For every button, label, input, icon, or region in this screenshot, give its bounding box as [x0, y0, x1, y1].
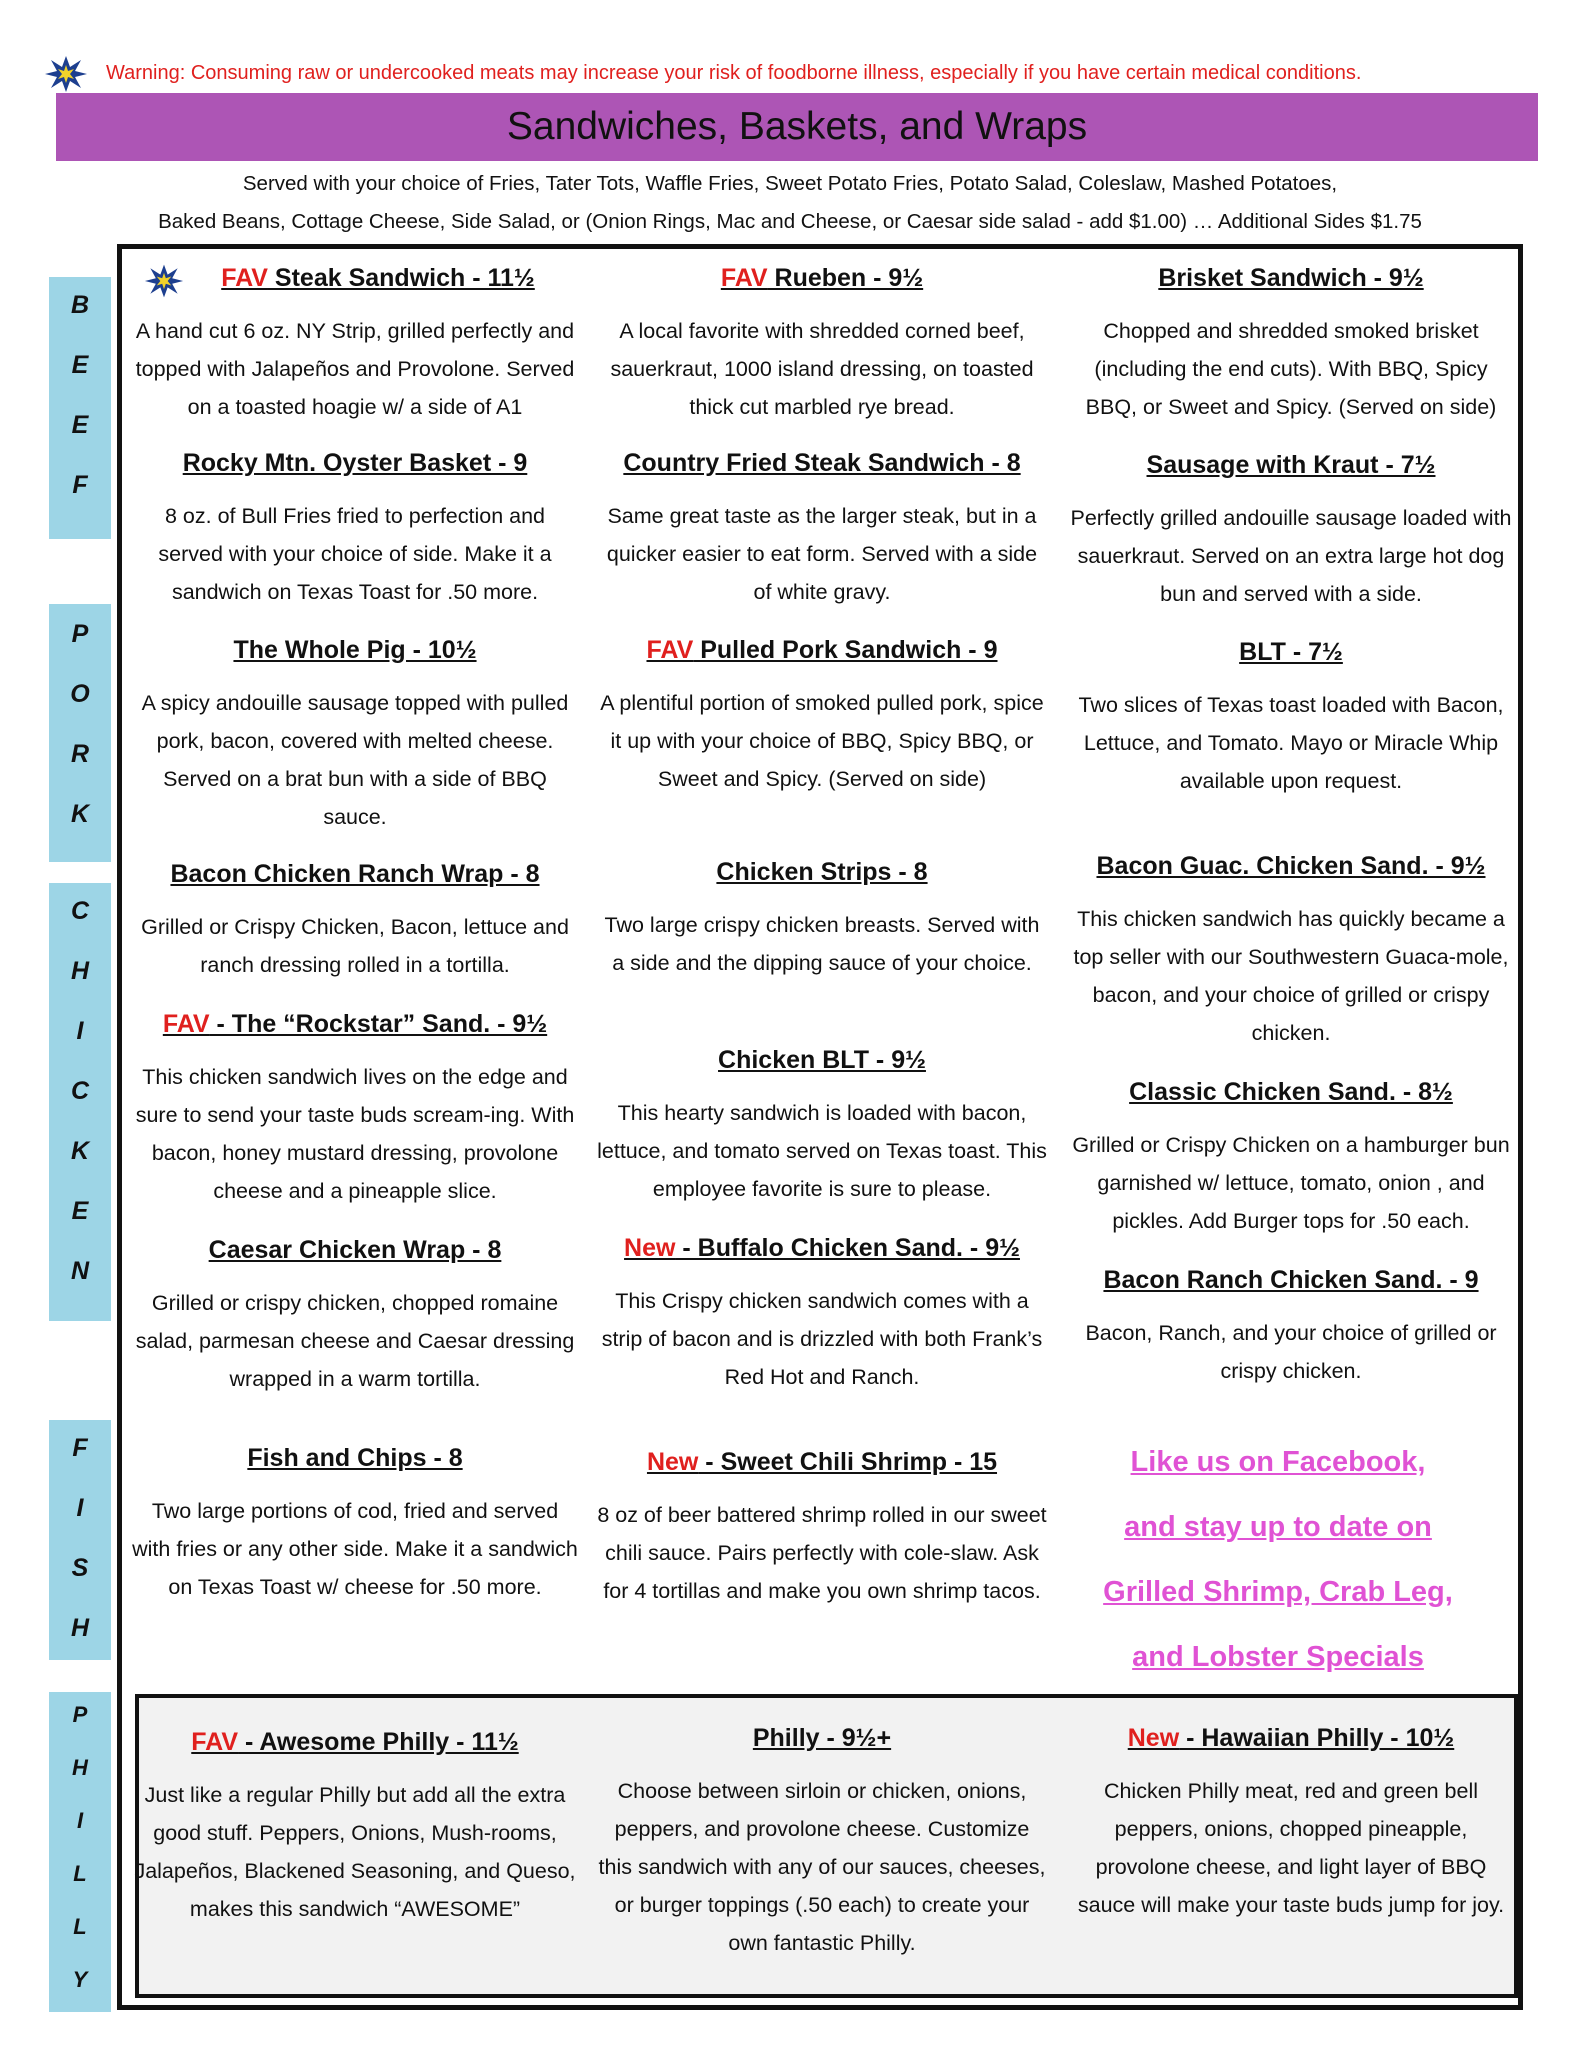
item-description: Bacon, Ranch, and your choice of grilled or crispy chicken. [1085, 1321, 1497, 1383]
menu-item-pulled-pork [597, 630, 1047, 798]
item-tag: New [1127, 1724, 1180, 1752]
item-tag: FAV [221, 264, 268, 292]
item-description: Grilled or crispy chicken, chopped romaine salad, parmesan cheese and Caesar dressing wrapped in a warm tortilla. [135, 1291, 575, 1391]
item-title [1066, 632, 1516, 672]
tab-letter: Y [72, 1967, 88, 1992]
item-tag: FAV [191, 1728, 239, 1756]
item-name: Rocky Mtn. Oyster Basket - 9 [182, 449, 528, 477]
item-title [1066, 258, 1516, 298]
item-tag: FAV [162, 1010, 210, 1038]
tab-letter: I [76, 1494, 84, 1522]
item-description: A hand cut 6 oz. NY Strip, grilled perfectly and topped with Jalapeños and Provolone. Served on a toasted hoagie w/ a side of A1 [135, 319, 575, 419]
tab-letter: H [72, 1755, 88, 1780]
tab-letter: I [76, 1808, 84, 1833]
item-title [597, 1228, 1047, 1268]
item-title [130, 258, 580, 298]
tab-letter: H [70, 957, 90, 985]
item-tag: New [646, 1448, 699, 1476]
menu-item-hawaiian-philly [1066, 1718, 1516, 1924]
tab-letter: C [70, 1077, 90, 1105]
menu-item-fish-and-chips [130, 1438, 580, 1606]
item-name: Philly - 9½+ [752, 1724, 892, 1752]
item-name: Pulled Pork Sandwich - 9 [693, 636, 998, 664]
item-name: Chicken BLT - 9½ [718, 1046, 926, 1074]
tab-letter: P [71, 620, 89, 648]
tab-letter: H [70, 1614, 90, 1642]
tab-letter: S [71, 1554, 89, 1582]
item-title [1066, 1260, 1516, 1300]
item-description: This hearty sandwich is loaded with bacon, lettuce, and tomato served on Texas toast. This employee favorite is sure to please. [597, 1101, 1047, 1201]
item-name: Brisket Sandwich - 9½ [1158, 264, 1424, 292]
tab-philly [49, 1692, 111, 2012]
served-with-note [40, 165, 1540, 241]
item-description: 8 oz. of Bull Fries fried to perfection and served with your choice of side. Make it a sandwich on Texas Toast for .50 more. [158, 504, 552, 604]
menu-item-bacon-chicken-ranch-wrap [130, 854, 580, 984]
served-line-2: Baked Beans, Cottage Cheese, Side Salad, or (Onion Rings, Mac and Cheese, or Caesar side salad - add $1.00) … Additional Sides $1.75 [158, 210, 1422, 233]
item-title [130, 1722, 580, 1762]
menu-item-whole-pig [130, 630, 580, 836]
item-title [1066, 445, 1516, 485]
menu-item-sweet-chili-shrimp [597, 1442, 1047, 1610]
item-description: Grilled or Crispy Chicken, Bacon, lettuce and ranch dressing rolled in a tortilla. [141, 915, 569, 977]
tab-letter: C [70, 897, 90, 925]
menu-item-rueben [597, 258, 1047, 426]
menu-item-classic-chicken [1066, 1072, 1516, 1240]
tab-letter: N [70, 1257, 90, 1285]
item-title [130, 1438, 580, 1478]
item-title [597, 630, 1047, 670]
item-description: Two large crispy chicken breasts. Served with a side and the dipping sauce of your choice. [604, 913, 1040, 975]
tab-letter: P [72, 1702, 88, 1727]
item-tag: FAV [646, 636, 694, 664]
tab-letter: K [70, 1137, 90, 1165]
item-tag: FAV [720, 264, 768, 292]
item-name: Bacon Guac. Chicken Sand. - 9½ [1096, 852, 1486, 880]
item-name: Rueben - 9½ [767, 264, 924, 292]
tab-letter: E [71, 1197, 89, 1225]
tab-letter: F [72, 1434, 88, 1462]
item-name: Classic Chicken Sand. - 8½ [1129, 1078, 1453, 1106]
item-description: Just like a regular Philly but add all the extra good stuff. Peppers, Onions, Mush-rooms, Jalapeños, Blackened Seasoning, and Queso, makes this sandwich “AWESOME” [134, 1783, 576, 1921]
item-name: Fish and Chips - 8 [247, 1444, 463, 1472]
served-line-1: Served with your choice of Fries, Tater Tots, Waffle Fries, Sweet Potato Fries, Potato Salad, Coleslaw, Mashed Potatoes, [242, 172, 1338, 195]
item-name: BLT - 7½ [1239, 638, 1343, 666]
tab-letter: E [71, 411, 89, 439]
page-title: Sandwiches, Baskets, and Wraps [56, 93, 1538, 161]
item-name: Steak Sandwich - 11½ [267, 264, 535, 292]
warning-text: Warning: Consuming raw or undercooked meats may increase your risk of foodborne illness, especially if you have certain medical conditions. [106, 62, 1362, 84]
item-description: A local favorite with shredded corned beef, sauerkraut, 1000 island dressing, on toasted thick cut marbled rye bread. [610, 319, 1034, 419]
item-name: - Awesome Philly - 11½ [238, 1728, 519, 1756]
item-description: Chopped and shredded smoked brisket (including the end cuts). With BBQ, Spicy BBQ, or Sweet and Spicy. (Served on side) [1085, 319, 1497, 419]
menu-item-buffalo-chicken [597, 1228, 1047, 1396]
facebook-promo-line[interactable]: and Lobster Specials [1132, 1641, 1424, 1673]
facebook-promo-line[interactable]: and stay up to date on [1124, 1511, 1432, 1543]
item-name: Bacon Ranch Chicken Sand. - 9 [1103, 1266, 1479, 1294]
tab-letter: I [76, 1017, 84, 1045]
item-title [597, 1040, 1047, 1080]
item-description: 8 oz of beer battered shrimp rolled in our sweet chili sauce. Pairs perfectly with cole-slaw. Ask for 4 tortillas and make you own shrimp tacos. [597, 1503, 1047, 1603]
menu-item-chicken-blt [597, 1040, 1047, 1208]
item-description: Chicken Philly meat, red and green bell peppers, onions, chopped pineapple, provolone cheese, and light layer of BBQ sauce will make your taste buds jump for joy. [1077, 1779, 1505, 1917]
item-title [597, 852, 1047, 892]
item-name: Caesar Chicken Wrap - 8 [208, 1236, 502, 1264]
item-title [130, 854, 580, 894]
item-title [1066, 1718, 1516, 1758]
item-title [597, 1442, 1047, 1482]
tab-letter: K [70, 800, 90, 828]
menu-item-rockstar [130, 1004, 580, 1210]
item-description: This Crispy chicken sandwich comes with a strip of bacon and is drizzled with both Frank’s Red Hot and Ranch. [601, 1289, 1043, 1389]
item-description: Grilled or Crispy Chicken on a hamburger bun garnished w/ lettuce, tomato, onion , and pickles. Add Burger tops for .50 each. [1072, 1133, 1510, 1233]
item-name: Bacon Chicken Ranch Wrap - 8 [170, 860, 540, 888]
item-description: Two large portions of cod, fried and served with fries or any other side. Make it a sandwich on Texas Toast w/ cheese for .50 more. [132, 1499, 578, 1599]
item-title [597, 258, 1047, 298]
tab-fish [49, 1420, 111, 1660]
item-description: A spicy andouille sausage topped with pulled pork, bacon, covered with melted cheese. Served on a brat bun with a side of BBQ sauce. [141, 691, 569, 829]
item-name: - Sweet Chili Shrimp - 15 [698, 1448, 998, 1476]
menu-item-brisket [1066, 258, 1516, 426]
tab-beef [49, 277, 111, 539]
item-name: - The “Rockstar” Sand. - 9½ [209, 1010, 548, 1038]
item-title [130, 630, 580, 670]
facebook-promo-line[interactable]: Like us on Facebook, [1130, 1446, 1426, 1478]
item-description: Two slices of Texas toast loaded with Bacon, Lettuce, and Tomato. Mayo or Miracle Whip available upon request. [1078, 693, 1504, 793]
menu-item-bacon-guac-chicken [1066, 846, 1516, 1052]
tab-pork [49, 604, 111, 862]
item-description: Choose between sirloin or chicken, onions, peppers, and provolone cheese. Customize this sandwich with any of our sauces, cheeses, or burger toppings (.50 each) to create your own fantastic Philly. [598, 1779, 1046, 1955]
item-description: Perfectly grilled andouille sausage loaded with sauerkraut. Served on an extra large hot dog bun and served with a side. [1070, 506, 1512, 606]
tab-letter: F [72, 471, 88, 499]
item-name: - Hawaiian Philly - 10½ [1179, 1724, 1455, 1752]
tab-letter: E [71, 351, 89, 379]
menu-item-bacon-ranch-chicken [1066, 1260, 1516, 1390]
tab-letter: L [73, 1914, 87, 1939]
facebook-promo[interactable] [1068, 1430, 1488, 1690]
item-title [1066, 1072, 1516, 1112]
item-title [130, 1004, 580, 1044]
menu-item-country-fried-steak [597, 443, 1047, 611]
item-title [597, 1718, 1047, 1758]
item-title [130, 1230, 580, 1270]
item-tag: New [624, 1234, 676, 1262]
menu-item-awesome-philly [130, 1722, 580, 1928]
item-title [1066, 846, 1516, 886]
item-title [597, 443, 1047, 483]
tab-letter: O [70, 680, 90, 708]
item-description: Same great taste as the larger steak, but in a quicker easier to eat form. Served with a side of white gravy. [606, 504, 1038, 604]
tab-chicken [49, 883, 111, 1321]
item-description: This chicken sandwich lives on the edge and sure to send your taste buds scream-ing. With bacon, honey mustard dressing, provolone cheese and a pineapple slice. [135, 1065, 575, 1203]
menu-item-steak [130, 258, 580, 426]
item-name: Country Fried Steak Sandwich - 8 [623, 449, 1021, 477]
item-name: Chicken Strips - 8 [716, 858, 928, 886]
facebook-promo-line[interactable]: Grilled Shrimp, Crab Leg, [1103, 1576, 1453, 1608]
tab-letter: L [73, 1861, 87, 1886]
item-name: Sausage with Kraut - 7½ [1146, 451, 1436, 479]
menu-item-chicken-strips [597, 852, 1047, 982]
item-description: This chicken sandwich has quickly became a top seller with our Southwestern Guaca-mole, bacon, and your choice of grilled or crispy chicken. [1073, 907, 1509, 1045]
tab-letter: R [70, 740, 90, 768]
tab-letter: B [70, 291, 90, 319]
item-title [130, 443, 580, 483]
menu-item-oyster [130, 443, 580, 611]
starburst-icon [44, 54, 88, 94]
item-name: The Whole Pig - 10½ [233, 636, 477, 664]
item-description: A plentiful portion of smoked pulled pork, spice it up with your choice of BBQ, Spicy BBQ, or Sweet and Spicy. (Served on side) [600, 691, 1044, 791]
item-name: - Buffalo Chicken Sand. - 9½ [675, 1234, 1020, 1262]
menu-item-sausage-kraut [1066, 445, 1516, 613]
menu-item-caesar-wrap [130, 1230, 580, 1398]
menu-item-blt [1066, 632, 1516, 800]
menu-item-philly [597, 1718, 1047, 1962]
